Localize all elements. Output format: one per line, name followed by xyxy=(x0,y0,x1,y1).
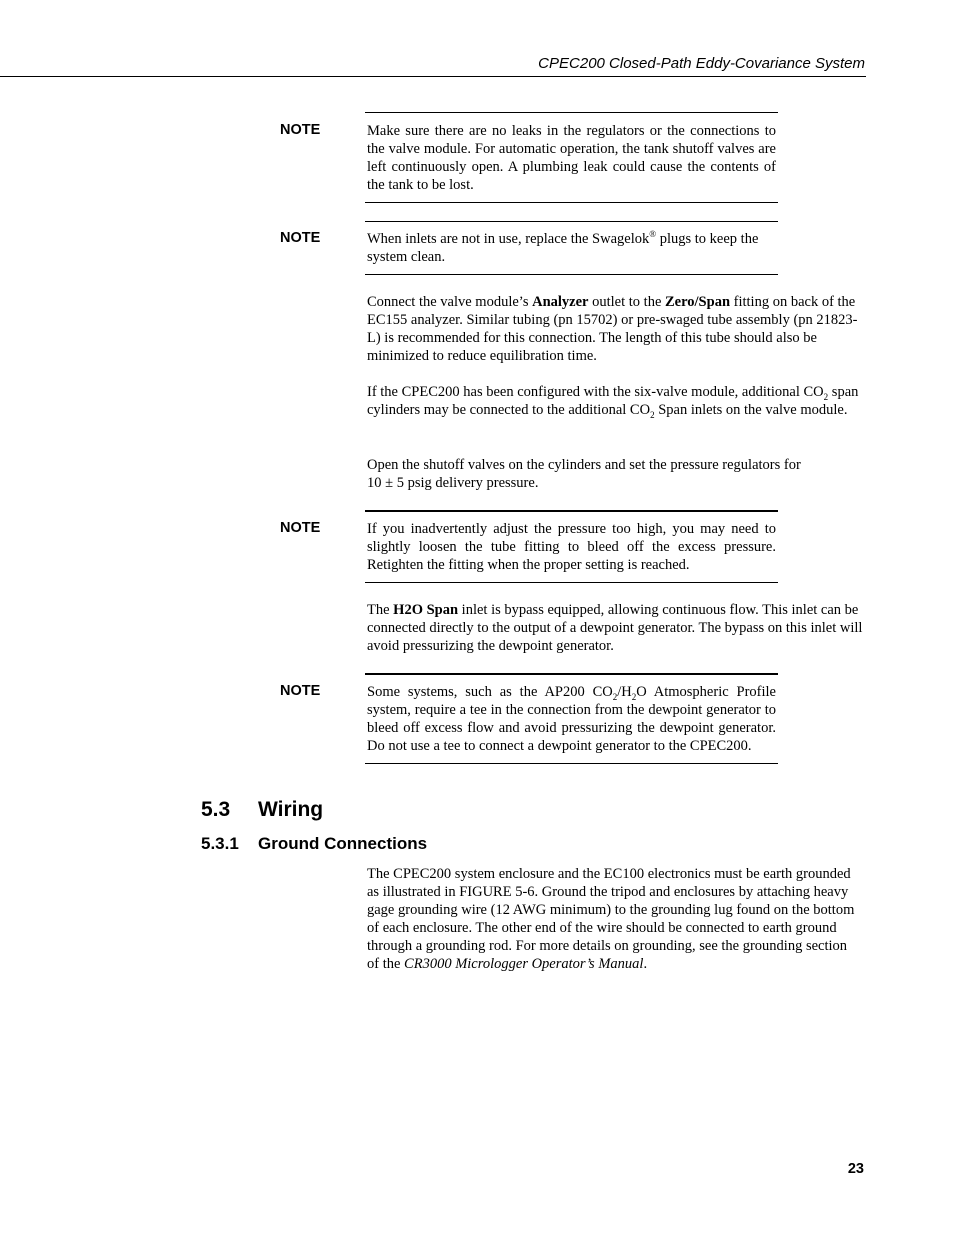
note-bottom-rule xyxy=(365,582,778,583)
section-heading-wiring: 5.3 Wiring xyxy=(201,798,324,821)
note-label: NOTE xyxy=(280,520,321,536)
note-bottom-rule xyxy=(365,274,778,275)
running-header-title: CPEC200 Closed-Path Eddy-Covariance System xyxy=(538,55,865,72)
page-number: 23 xyxy=(847,1161,864,1177)
paragraph-connect-valve: Connect the valve module’s Analyzer outlet to the Zero/Span fitting on back of the EC155 analyzer. Similar tubing (pn 15702) or pre-swaged tube assembly (pn 21823-L) is recommended for this connection. The length of this tube should also be minimized to reduce equilibration time. xyxy=(367,294,858,364)
registered-mark: ® xyxy=(649,229,657,240)
note-box xyxy=(365,112,778,203)
note-text: When inlets are not in use, replace the Swagelok® plugs to keep the system clean. xyxy=(367,229,759,265)
note-top-rule xyxy=(365,510,778,512)
paragraph-h2o-span: The H2O Span inlet is bypass equipped, allowing continuous flow. This inlet can be connected directly to the output of a dewpoint generator. The bypass on this inlet will avoid pressurizing the dewpoint generator. xyxy=(367,602,863,654)
header-divider xyxy=(0,76,866,77)
note-box xyxy=(365,221,778,275)
note-label: NOTE xyxy=(280,122,321,138)
note-top-rule xyxy=(365,221,778,222)
subsection-heading-ground-connections: 5.3.1 Ground Connections xyxy=(201,834,428,853)
note-box xyxy=(365,673,778,764)
note-label: NOTE xyxy=(280,230,321,246)
note-top-rule xyxy=(365,673,778,675)
note-text: Make sure there are no leaks in the regulators or the connections to the valve module. For automatic operation, the tank shutoff valves are left continuously open. A plumbing leak could cause the contents of the tank to be lost. xyxy=(367,123,776,193)
paragraph-ground-connections: The CPEC200 system enclosure and the EC100 electronics must be earth grounded as illustrated in FIGURE 5-6. Ground the tripod and enclosures by attaching heavy gage grounding wire (12 AWG minimum) to the grounding lug found on the bottom of each enclosure. The other end of the wire should be connected to earth ground through a grounding rod. For more details on grounding, see the grounding section of the CR3000 Micrologger Operator’s Manual. xyxy=(367,866,855,972)
paragraph-six-valve: If the CPEC200 has been configured with the six-valve module, additional $CO_2$ span cylinders may be connected to the additional $CO_2$ Span inlets on the valve module. xyxy=(367,384,859,420)
note-box xyxy=(365,510,778,583)
note-top-rule xyxy=(365,112,778,113)
note-bottom-rule xyxy=(365,202,778,203)
note-text: Some systems, such as the AP200 $CO_2/H_2O$ Atmospheric Profile system, require a tee in the connection from the dewpoint generator to bleed off excess flow and avoid pressurizing the dewpoint generator. Do not use a tee to connect a dewpoint generator to the CPEC200. xyxy=(367,684,776,754)
note-label: NOTE xyxy=(280,683,321,699)
note-text: If you inadvertently adjust the pressure too high, you may need to slightly loosen the tube fitting to bleed off the excess pressure. Retighten the fitting when the proper setting is reached. xyxy=(367,521,776,573)
paragraph-shutoff-valves: Open the shutoff valves on the cylinders and set the pressure regulators for 10 ± 5 psig delivery pressure. xyxy=(367,457,801,491)
note-bottom-rule xyxy=(365,763,778,764)
